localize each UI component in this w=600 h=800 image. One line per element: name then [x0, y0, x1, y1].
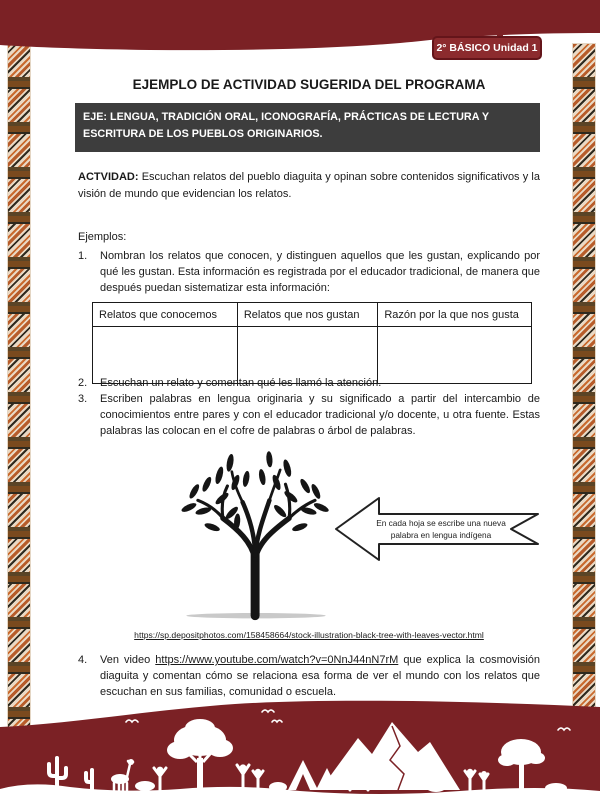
footer-cactus: [49, 758, 92, 790]
table-row: [93, 327, 532, 384]
footer-llama: [111, 759, 134, 790]
page-title: EJEMPLO DE ACTIVIDAD SUGERIDA DEL PROGRAMA: [132, 77, 486, 92]
footer-tree-left: [167, 719, 233, 790]
list-item-1: [78, 249, 540, 297]
footer-tree-right: [498, 739, 545, 790]
unit-badge: [432, 36, 542, 60]
list-number: 4.: [78, 654, 88, 666]
depositphotos-link[interactable]: https://sp.depositphotos.com/158458664/stock-illustration-black-tree-with-leaves-vector.html: [134, 630, 484, 640]
list-item-2: [78, 376, 540, 392]
table-header-conocemos: Relatos que conocemos: [93, 303, 238, 327]
table-header-gustan: Relatos que nos gustan: [237, 303, 377, 327]
relatos-table: [92, 302, 532, 384]
ethnic-pattern-border-left: [8, 44, 30, 734]
image-source-link-wrap: [78, 630, 540, 640]
eje-banner: EJE: LENGUA, TRADICIÓN ORAL, ICONOGRAFÍA, PRÁCTICAS DE LECTURA Y ESCRITURA DE LOS PUEBLOS ORIGINARIOS.: [75, 103, 540, 152]
list-text: Escriben palabras en lengua originaria y su significado a partir del intercambio de conocimientos entre pares y con el educador tradicional y/o docente, u otra fuente. Estas palabras las colocan en el cofre de palabras o árbol de palabras.: [100, 393, 540, 437]
table-header-row: [93, 303, 532, 327]
list-text: Escuchan un relato y comentan qué les llamó la atención.: [100, 377, 382, 389]
footer-white-silhouettes: [0, 710, 600, 800]
footer-silhouette-landscape: [0, 700, 600, 800]
list-text: Nombran los relatos que conocen, y distinguen aquellos que les gustan, explicando por qué les gustan. Esta información es registrada por el educador tradicional, de manera que después puedan sistematizar esta información:: [100, 250, 540, 294]
youtube-link[interactable]: https://www.youtube.com/watch?v=0NnJ44nN7rM: [155, 654, 399, 666]
activity-text: Escuchan relatos del pueblo diaguita y opinan sobre contenidos significativos y la visión de mundo que evidencian los relatos.: [78, 171, 540, 200]
table-cell-empty: [93, 327, 238, 384]
leaf-callout: [333, 492, 541, 566]
item4-text-after: que explica la cosmovisión diaguita y comentan cómo se relaciona esa forma de ver el mundo con los relatos que escuchan en sus familias, comunidad o escuela.: [100, 654, 541, 698]
list-number: 2.: [78, 377, 88, 389]
ethnic-pattern-border-right: [573, 44, 595, 734]
activity-paragraph: [78, 169, 540, 202]
list-item-4: [78, 653, 540, 701]
table-cell-empty: [378, 327, 532, 384]
unit-badge-label: 2° BÁSICO Unidad 1: [436, 42, 538, 54]
table-header-razon: Razón por la que nos gusta: [378, 303, 532, 327]
list-number: 1.: [78, 250, 88, 262]
callout-text: En cada hoja se escribe una nueva palabra en lengua indígena: [376, 517, 506, 540]
activity-label: ACTVIDAD:: [78, 171, 139, 183]
word-tree-figure: [78, 448, 540, 630]
list-number: 3.: [78, 393, 88, 405]
black-tree-illustration: [180, 448, 332, 626]
list-text: [100, 653, 540, 701]
table-cell-empty: [237, 327, 377, 384]
examples-heading: Ejemplos:: [78, 231, 127, 243]
item4-text-before: Ven video: [100, 654, 156, 666]
footer-birds: [126, 710, 570, 730]
list-item-3: [78, 392, 540, 440]
tree-leaves: [180, 451, 329, 533]
footer-people: [154, 763, 488, 790]
